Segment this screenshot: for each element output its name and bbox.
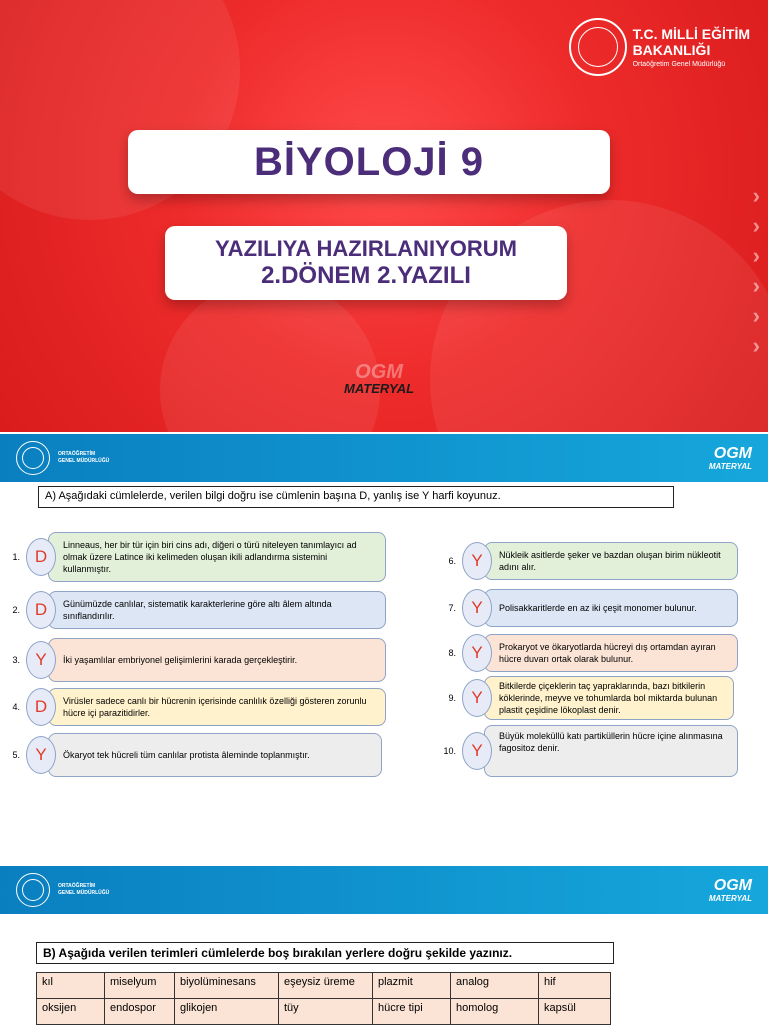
ogm-text: OGM <box>355 361 403 383</box>
answer-circle: Y <box>462 542 492 580</box>
term-cell: eşeysiz üreme <box>279 973 373 999</box>
question-10 <box>436 725 738 777</box>
cover-slide <box>0 0 768 432</box>
question-number: 4. <box>12 702 20 712</box>
header-band <box>0 866 768 914</box>
section-b-instruction: B) Aşağıda verilen terimleri cümlelerde boş bırakılan yerlere doğru şekilde yazınız. <box>36 942 614 964</box>
materyal-text: MATERYAL <box>344 381 415 396</box>
subtitle-1: YAZILIYA HAZIRLANIYORUM <box>215 236 517 261</box>
term-cell: miselyum <box>105 973 175 999</box>
question-text: Polisakkaritlerde en az iki çeşit monomer bulunur. <box>484 589 738 627</box>
term-cell: homolog <box>451 999 539 1025</box>
answer-circle: D <box>26 688 56 726</box>
seal-icon <box>16 873 50 907</box>
question-text: İki yaşamlılar embriyonel gelişimlerini karada gerçekleştirir. <box>48 638 386 682</box>
question-7 <box>436 589 738 627</box>
ogm-logo <box>709 446 752 471</box>
chevron-icon: › <box>752 273 760 298</box>
question-number: 5. <box>12 750 20 760</box>
term-cell: hif <box>539 973 611 999</box>
terms-table <box>36 972 611 1025</box>
question-text: Büyük moleküllü katı partiküllerin hücre içine alınmasına fagositoz denir. <box>484 725 738 777</box>
term-cell: analog <box>451 973 539 999</box>
term-cell: kıl <box>37 973 105 999</box>
chevron-icon: › <box>752 243 760 268</box>
org-line-1: ORTAÖĞRETİM <box>58 451 96 457</box>
question-6 <box>436 542 738 580</box>
term-cell: oksijen <box>37 999 105 1025</box>
question-text: Linneaus, her bir tür için biri cins adı, diğeri o türü niteleyen tanımlayıcı ad olmak üzere Latince iki kelimeden oluşan ikili adlandırma sistemini kullanmıştır. <box>48 532 386 582</box>
question-number: 7. <box>448 603 456 613</box>
term-cell: endospor <box>105 999 175 1025</box>
question-number: 1. <box>12 552 20 562</box>
question-number: 3. <box>12 655 20 665</box>
question-number: 9. <box>448 693 456 703</box>
answer-circle: Y <box>462 732 492 770</box>
question-number: 6. <box>448 556 456 566</box>
chevron-icon: › <box>752 213 760 238</box>
materyal-text: MATERYAL <box>708 461 752 471</box>
subtitle-2: 2.DÖNEM 2.YAZILI <box>261 262 471 289</box>
table-row <box>37 973 611 999</box>
ogm-logo <box>344 362 414 396</box>
answer-circle: Y <box>462 634 492 672</box>
ogm-text: OGM <box>713 876 752 894</box>
ministry-logo <box>569 18 750 76</box>
question-8 <box>436 634 738 672</box>
question-number: 8. <box>448 648 456 658</box>
question-2 <box>0 591 386 629</box>
answer-circle: Y <box>26 641 56 679</box>
seal-icon <box>569 18 627 76</box>
title-box <box>128 130 610 194</box>
ogm-text: OGM <box>713 444 752 462</box>
answer-circle: Y <box>462 679 492 717</box>
question-3 <box>0 638 386 682</box>
term-cell: glikojen <box>175 999 279 1025</box>
answer-circle: Y <box>462 589 492 627</box>
subtitle-box <box>165 226 567 300</box>
term-cell: biyolüminesans <box>175 973 279 999</box>
question-1 <box>0 532 386 582</box>
section-a-instruction: A) Aşağıdaki cümlelerde, verilen bilgi doğru ise cümlenin başına D, yanlış ise Y harfi koyunuz. <box>38 486 674 508</box>
materyal-text: MATERYAL <box>708 893 752 903</box>
question-text: Ökaryot tek hücreli tüm canlılar protista âleminde toplanmıştır. <box>48 733 382 777</box>
chevron-icon: › <box>752 333 760 358</box>
page-title: BİYOLOJİ 9 <box>253 139 485 184</box>
question-text: Prokaryot ve ökaryotlarda hücreyi dış ortamdan ayıran hücre duvarı ortak olarak bulunur. <box>484 634 738 672</box>
header-band <box>0 434 768 482</box>
answer-circle: D <box>26 538 56 576</box>
decor-blob <box>160 280 380 432</box>
question-text: Günümüzde canlılar, sistematik karakterlerine göre altı âlem altında sınıflandırılır. <box>48 591 386 629</box>
org-line-2: GENEL MÜDÜRLÜĞÜ <box>58 458 110 464</box>
table-row <box>37 999 611 1025</box>
term-cell: kapsül <box>539 999 611 1025</box>
answer-circle: Y <box>26 736 56 774</box>
question-5 <box>0 733 382 777</box>
ministry-name-1: T.C. MİLLİ EĞİTİM <box>632 26 750 42</box>
question-number: 10. <box>443 746 456 756</box>
question-number: 2. <box>12 605 20 615</box>
org-line-1: ORTAÖĞRETİM <box>58 883 96 889</box>
answer-circle: D <box>26 591 56 629</box>
chevron-icon: › <box>752 183 760 208</box>
seal-icon <box>16 441 50 475</box>
question-9 <box>436 676 734 720</box>
ogm-logo <box>709 878 752 903</box>
question-4 <box>0 688 386 726</box>
question-text: Bitkilerde çiçeklerin taç yapraklarında, bazı bitkilerin köklerinde, meyve ve tohumlarda bol miktarda bulunan plastit çeşidine lökoplast denir. <box>484 676 734 720</box>
term-cell: plazmit <box>373 973 451 999</box>
ministry-name-2: BAKANLIĞI <box>632 42 711 58</box>
org-line-2: GENEL MÜDÜRLÜĞÜ <box>58 890 110 896</box>
term-cell: hücre tipi <box>373 999 451 1025</box>
question-text: Nükleik asitlerde şeker ve bazdan oluşan birim nükleotit adını alır. <box>484 542 738 580</box>
chevron-icon: › <box>752 303 760 328</box>
question-text: Virüsler sadece canlı bir hücrenin içerisinde canlılık özelliği gösteren zorunlu hücre içi parazitidirler. <box>48 688 386 726</box>
ministry-sub: Ortaöğretim Genel Müdürlüğü <box>632 61 726 68</box>
term-cell: tüy <box>279 999 373 1025</box>
